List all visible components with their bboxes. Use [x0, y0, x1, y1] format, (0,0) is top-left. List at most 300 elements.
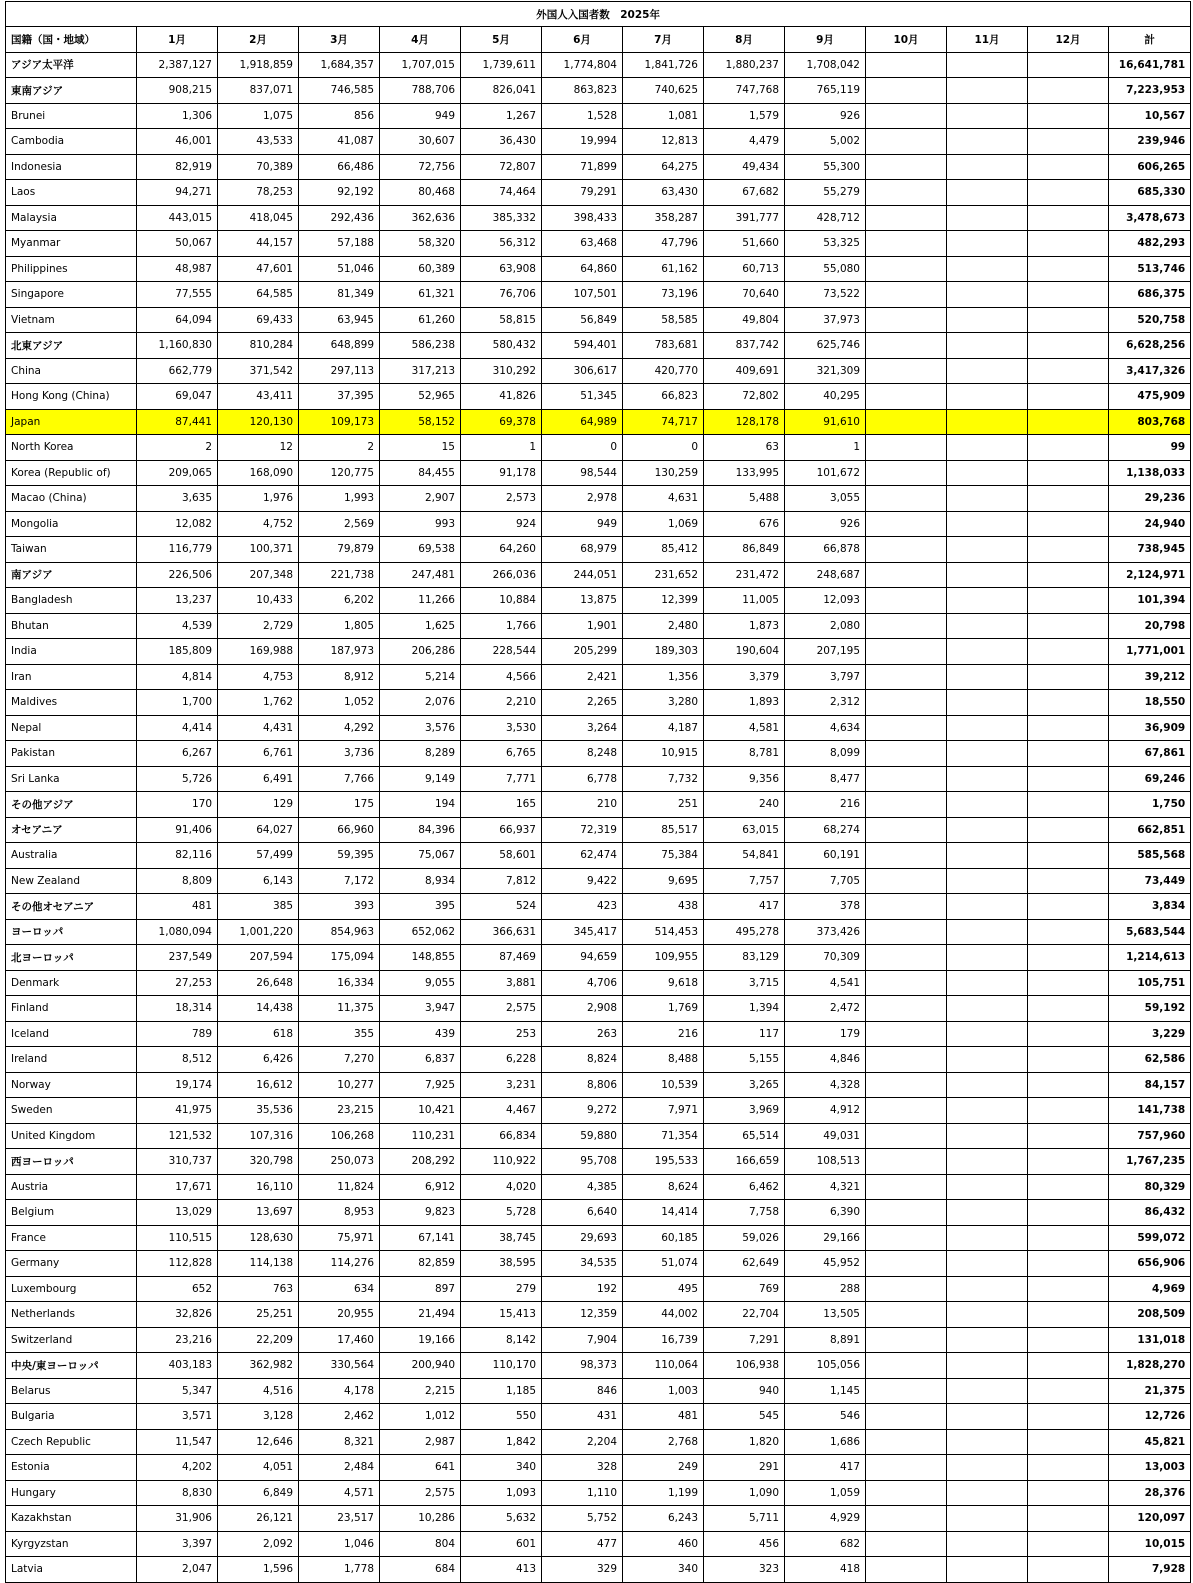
header-month: 7月 [623, 27, 704, 53]
row-name: 中央/東ヨーロッパ [6, 1353, 137, 1379]
row-total: 10,015 [1109, 1531, 1191, 1557]
month-value [866, 639, 947, 665]
month-value: 2,575 [461, 996, 542, 1022]
month-value: 148,855 [380, 945, 461, 971]
month-value [947, 1200, 1028, 1226]
month-value [866, 1200, 947, 1226]
month-value: 19,994 [542, 129, 623, 155]
month-value [1028, 537, 1109, 563]
month-value: 11,375 [299, 996, 380, 1022]
row-name: India [6, 639, 137, 665]
month-value: 2,210 [461, 690, 542, 716]
month-value: 418,045 [218, 205, 299, 231]
month-value: 38,745 [461, 1225, 542, 1251]
month-value: 4,634 [785, 715, 866, 741]
row-total: 803,768 [1109, 409, 1191, 435]
month-value: 321,309 [785, 358, 866, 384]
month-value: 120,775 [299, 460, 380, 486]
month-value: 6,765 [461, 741, 542, 767]
month-value: 106,938 [704, 1353, 785, 1379]
month-value: 62,649 [704, 1251, 785, 1277]
month-value: 310,737 [137, 1149, 218, 1175]
month-value [1028, 996, 1109, 1022]
row-total: 738,945 [1109, 537, 1191, 563]
month-value: 117 [704, 1021, 785, 1047]
month-value: 59,026 [704, 1225, 785, 1251]
month-value: 207,195 [785, 639, 866, 665]
table-row [6, 1404, 1191, 1430]
row-total: 67,861 [1109, 741, 1191, 767]
month-value [947, 843, 1028, 869]
month-value [947, 333, 1028, 359]
row-total: 69,246 [1109, 766, 1191, 792]
month-value: 110,170 [461, 1353, 542, 1379]
month-value [947, 358, 1028, 384]
month-value [1028, 1302, 1109, 1328]
month-value: 0 [623, 435, 704, 461]
row-name: Kyrgyzstan [6, 1531, 137, 1557]
month-value: 747,768 [704, 78, 785, 104]
row-total: 39,212 [1109, 664, 1191, 690]
month-value [1028, 1174, 1109, 1200]
month-value [1028, 1480, 1109, 1506]
month-value: 5,632 [461, 1506, 542, 1532]
month-value: 4,051 [218, 1455, 299, 1481]
row-total: 656,906 [1109, 1251, 1191, 1277]
month-value: 120,130 [218, 409, 299, 435]
month-value [1028, 1021, 1109, 1047]
month-value: 70,389 [218, 154, 299, 180]
month-value: 121,532 [137, 1123, 218, 1149]
month-value: 128,630 [218, 1225, 299, 1251]
month-value: 11,824 [299, 1174, 380, 1200]
month-value [866, 1021, 947, 1047]
month-value: 4,753 [218, 664, 299, 690]
month-value: 4,516 [218, 1378, 299, 1404]
month-value [1028, 435, 1109, 461]
month-value: 14,414 [623, 1200, 704, 1226]
month-value: 69,538 [380, 537, 461, 563]
month-value: 288 [785, 1276, 866, 1302]
table-row [6, 1429, 1191, 1455]
month-value: 12,082 [137, 511, 218, 537]
month-value: 345,417 [542, 919, 623, 945]
month-value: 5,728 [461, 1200, 542, 1226]
month-value [947, 868, 1028, 894]
month-value: 244,051 [542, 562, 623, 588]
month-value: 3,055 [785, 486, 866, 512]
row-total: 59,192 [1109, 996, 1191, 1022]
row-total: 4,969 [1109, 1276, 1191, 1302]
month-value: 112,828 [137, 1251, 218, 1277]
month-value: 54,841 [704, 843, 785, 869]
month-value: 11,266 [380, 588, 461, 614]
month-value [866, 409, 947, 435]
table-row [6, 511, 1191, 537]
month-value: 52,965 [380, 384, 461, 410]
month-value: 216 [785, 792, 866, 818]
row-name: Cambodia [6, 129, 137, 155]
month-value: 393 [299, 894, 380, 920]
table-row [6, 1327, 1191, 1353]
row-total: 10,567 [1109, 103, 1191, 129]
month-value: 1,841,726 [623, 52, 704, 78]
row-name: Estonia [6, 1455, 137, 1481]
month-value: 129 [218, 792, 299, 818]
month-value: 4,292 [299, 715, 380, 741]
month-value: 2,908 [542, 996, 623, 1022]
month-value: 7,971 [623, 1098, 704, 1124]
month-value: 19,174 [137, 1072, 218, 1098]
month-value: 10,539 [623, 1072, 704, 1098]
month-value: 4,385 [542, 1174, 623, 1200]
month-value: 50,067 [137, 231, 218, 257]
month-value: 7,705 [785, 868, 866, 894]
month-value: 91,406 [137, 817, 218, 843]
row-name: Nepal [6, 715, 137, 741]
row-name: その他アジア [6, 792, 137, 818]
month-value: 87,441 [137, 409, 218, 435]
month-value: 82,919 [137, 154, 218, 180]
month-value: 37,395 [299, 384, 380, 410]
month-value: 95,708 [542, 1149, 623, 1175]
month-value [1028, 1225, 1109, 1251]
table-row [6, 1098, 1191, 1124]
month-value [947, 1404, 1028, 1430]
month-value: 3,571 [137, 1404, 218, 1430]
month-value [1028, 1327, 1109, 1353]
month-value [866, 843, 947, 869]
month-value: 8,248 [542, 741, 623, 767]
table-row [6, 282, 1191, 308]
month-value: 19,166 [380, 1327, 461, 1353]
month-value: 6,228 [461, 1047, 542, 1073]
row-name: Philippines [6, 256, 137, 282]
month-value: 2,462 [299, 1404, 380, 1430]
month-value: 297,113 [299, 358, 380, 384]
month-value: 13,505 [785, 1302, 866, 1328]
month-value: 362,636 [380, 205, 461, 231]
month-value [947, 1174, 1028, 1200]
month-value: 3,881 [461, 970, 542, 996]
row-name: Hungary [6, 1480, 137, 1506]
month-value: 84,455 [380, 460, 461, 486]
month-value [866, 205, 947, 231]
month-value: 44,157 [218, 231, 299, 257]
month-value: 740,625 [623, 78, 704, 104]
month-value: 1,901 [542, 613, 623, 639]
month-value: 190,604 [704, 639, 785, 665]
month-value: 16,334 [299, 970, 380, 996]
month-value: 60,389 [380, 256, 461, 282]
table-row [6, 1353, 1191, 1379]
table-row [6, 919, 1191, 945]
month-value: 1,199 [623, 1480, 704, 1506]
month-value: 417 [785, 1455, 866, 1481]
month-value: 949 [542, 511, 623, 537]
month-value: 128,178 [704, 409, 785, 435]
row-total: 685,330 [1109, 180, 1191, 206]
month-value: 4,187 [623, 715, 704, 741]
month-value: 358,287 [623, 205, 704, 231]
month-value: 2,387,127 [137, 52, 218, 78]
month-value [947, 52, 1028, 78]
row-name: Sweden [6, 1098, 137, 1124]
row-name: Ireland [6, 1047, 137, 1073]
month-value: 194 [380, 792, 461, 818]
month-value: 8,912 [299, 664, 380, 690]
month-value [866, 1557, 947, 1583]
month-value: 237,549 [137, 945, 218, 971]
month-value: 207,594 [218, 945, 299, 971]
month-value: 75,384 [623, 843, 704, 869]
month-value [947, 715, 1028, 741]
month-value: 80,468 [380, 180, 461, 206]
month-value: 3,128 [218, 1404, 299, 1430]
month-value: 8,891 [785, 1327, 866, 1353]
month-value [866, 970, 947, 996]
row-total: 28,376 [1109, 1480, 1191, 1506]
month-value: 310,292 [461, 358, 542, 384]
month-value: 373,426 [785, 919, 866, 945]
table-row [6, 792, 1191, 818]
month-value: 684 [380, 1557, 461, 1583]
month-value: 66,834 [461, 1123, 542, 1149]
month-value: 169,988 [218, 639, 299, 665]
month-value [947, 1353, 1028, 1379]
month-value [866, 1531, 947, 1557]
month-value: 200,940 [380, 1353, 461, 1379]
month-value: 545 [704, 1404, 785, 1430]
month-value: 72,756 [380, 154, 461, 180]
month-value: 7,291 [704, 1327, 785, 1353]
month-value: 170 [137, 792, 218, 818]
month-value [947, 435, 1028, 461]
row-total: 7,928 [1109, 1557, 1191, 1583]
row-total: 12,726 [1109, 1404, 1191, 1430]
month-value: 423 [542, 894, 623, 920]
month-value [866, 588, 947, 614]
month-value: 206,286 [380, 639, 461, 665]
month-value [947, 588, 1028, 614]
month-value: 524 [461, 894, 542, 920]
month-value: 3,635 [137, 486, 218, 512]
month-value: 330,564 [299, 1353, 380, 1379]
month-value: 765,119 [785, 78, 866, 104]
month-value: 107,316 [218, 1123, 299, 1149]
header-month: 3月 [299, 27, 380, 53]
row-name: Kazakhstan [6, 1506, 137, 1532]
month-value: 166,659 [704, 1149, 785, 1175]
month-value [1028, 741, 1109, 767]
month-value: 23,517 [299, 1506, 380, 1532]
month-value: 3,265 [704, 1072, 785, 1098]
month-value: 40,295 [785, 384, 866, 410]
month-value: 107,501 [542, 282, 623, 308]
month-value: 550 [461, 1404, 542, 1430]
month-value: 85,517 [623, 817, 704, 843]
month-value: 5,155 [704, 1047, 785, 1073]
month-value [866, 435, 947, 461]
month-value: 4,020 [461, 1174, 542, 1200]
table-row [6, 486, 1191, 512]
month-value [1028, 766, 1109, 792]
month-value [866, 1353, 947, 1379]
month-value [947, 486, 1028, 512]
table-row [6, 1251, 1191, 1277]
month-value: 1,976 [218, 486, 299, 512]
month-value: 4,912 [785, 1098, 866, 1124]
row-name: Taiwan [6, 537, 137, 563]
header-month: 6月 [542, 27, 623, 53]
table-row [6, 1225, 1191, 1251]
month-value: 1,842 [461, 1429, 542, 1455]
row-total: 86,432 [1109, 1200, 1191, 1226]
month-value [947, 103, 1028, 129]
row-name: Luxembourg [6, 1276, 137, 1302]
month-value [1028, 486, 1109, 512]
month-value: 8,824 [542, 1047, 623, 1073]
month-value: 12,359 [542, 1302, 623, 1328]
table-row [6, 52, 1191, 78]
month-value: 14,438 [218, 996, 299, 1022]
month-value: 58,152 [380, 409, 461, 435]
month-value: 676 [704, 511, 785, 537]
month-value: 63,908 [461, 256, 542, 282]
month-value: 68,979 [542, 537, 623, 563]
month-value [866, 1098, 947, 1124]
month-value: 51,074 [623, 1251, 704, 1277]
month-value: 1,052 [299, 690, 380, 716]
month-value: 5,347 [137, 1378, 218, 1404]
table-row [6, 1276, 1191, 1302]
month-value [866, 1302, 947, 1328]
month-value: 32,826 [137, 1302, 218, 1328]
month-value: 22,704 [704, 1302, 785, 1328]
month-value: 417 [704, 894, 785, 920]
month-value: 91,178 [461, 460, 542, 486]
month-value [866, 766, 947, 792]
row-total: 120,097 [1109, 1506, 1191, 1532]
month-value: 114,138 [218, 1251, 299, 1277]
month-value: 63,945 [299, 307, 380, 333]
table-row [6, 868, 1191, 894]
month-value: 601 [461, 1531, 542, 1557]
month-value: 23,215 [299, 1098, 380, 1124]
header-nationality: 国籍（国・地域） [6, 27, 137, 53]
month-value: 279 [461, 1276, 542, 1302]
month-value: 3,280 [623, 690, 704, 716]
month-value: 4,846 [785, 1047, 866, 1073]
month-value: 7,904 [542, 1327, 623, 1353]
month-value: 2,421 [542, 664, 623, 690]
table-row [6, 894, 1191, 920]
month-value: 64,027 [218, 817, 299, 843]
month-value: 11,547 [137, 1429, 218, 1455]
month-value: 5,726 [137, 766, 218, 792]
table-row [6, 1506, 1191, 1532]
month-value: 3,231 [461, 1072, 542, 1098]
month-value: 682 [785, 1531, 866, 1557]
month-value: 73,196 [623, 282, 704, 308]
row-name: Mongolia [6, 511, 137, 537]
row-name: China [6, 358, 137, 384]
month-value: 7,758 [704, 1200, 785, 1226]
month-value: 105,056 [785, 1353, 866, 1379]
month-value [947, 945, 1028, 971]
month-value [947, 664, 1028, 690]
month-value: 12,646 [218, 1429, 299, 1455]
month-value: 56,312 [461, 231, 542, 257]
month-value: 37,973 [785, 307, 866, 333]
month-value: 2,729 [218, 613, 299, 639]
month-value: 618 [218, 1021, 299, 1047]
month-value: 5,002 [785, 129, 866, 155]
month-value [947, 1557, 1028, 1583]
table-row [6, 1531, 1191, 1557]
month-value: 60,191 [785, 843, 866, 869]
month-value: 926 [785, 511, 866, 537]
month-value [866, 384, 947, 410]
month-value: 11,005 [704, 588, 785, 614]
month-value [866, 562, 947, 588]
month-value: 41,975 [137, 1098, 218, 1124]
row-total: 45,821 [1109, 1429, 1191, 1455]
month-value: 6,491 [218, 766, 299, 792]
month-value: 3,797 [785, 664, 866, 690]
month-value: 1,766 [461, 613, 542, 639]
month-value: 428,712 [785, 205, 866, 231]
month-value: 1,160,830 [137, 333, 218, 359]
table-row [6, 639, 1191, 665]
header-month: 9月 [785, 27, 866, 53]
month-value [1028, 52, 1109, 78]
row-total: 3,834 [1109, 894, 1191, 920]
month-value: 1,110 [542, 1480, 623, 1506]
month-value: 23,216 [137, 1327, 218, 1353]
month-value: 398,433 [542, 205, 623, 231]
month-value: 165 [461, 792, 542, 818]
month-value [866, 919, 947, 945]
month-value [1028, 409, 1109, 435]
month-value [866, 1251, 947, 1277]
month-value: 3,969 [704, 1098, 785, 1124]
month-value: 248,687 [785, 562, 866, 588]
month-value: 15,413 [461, 1302, 542, 1328]
month-value [947, 1098, 1028, 1124]
month-value: 1,081 [623, 103, 704, 129]
month-value: 378 [785, 894, 866, 920]
header-row [6, 27, 1191, 53]
month-value: 2,312 [785, 690, 866, 716]
month-value: 1,185 [461, 1378, 542, 1404]
month-value [866, 741, 947, 767]
month-value [866, 511, 947, 537]
row-name: 東南アジア [6, 78, 137, 104]
table-row [6, 766, 1191, 792]
month-value: 250,073 [299, 1149, 380, 1175]
month-value: 10,277 [299, 1072, 380, 1098]
month-value: 3,947 [380, 996, 461, 1022]
row-total: 239,946 [1109, 129, 1191, 155]
month-value: 60,713 [704, 256, 785, 282]
month-value: 8,934 [380, 868, 461, 894]
month-value: 788,706 [380, 78, 461, 104]
row-name: Indonesia [6, 154, 137, 180]
month-value [1028, 129, 1109, 155]
month-value: 580,432 [461, 333, 542, 359]
month-value: 456 [704, 1531, 785, 1557]
